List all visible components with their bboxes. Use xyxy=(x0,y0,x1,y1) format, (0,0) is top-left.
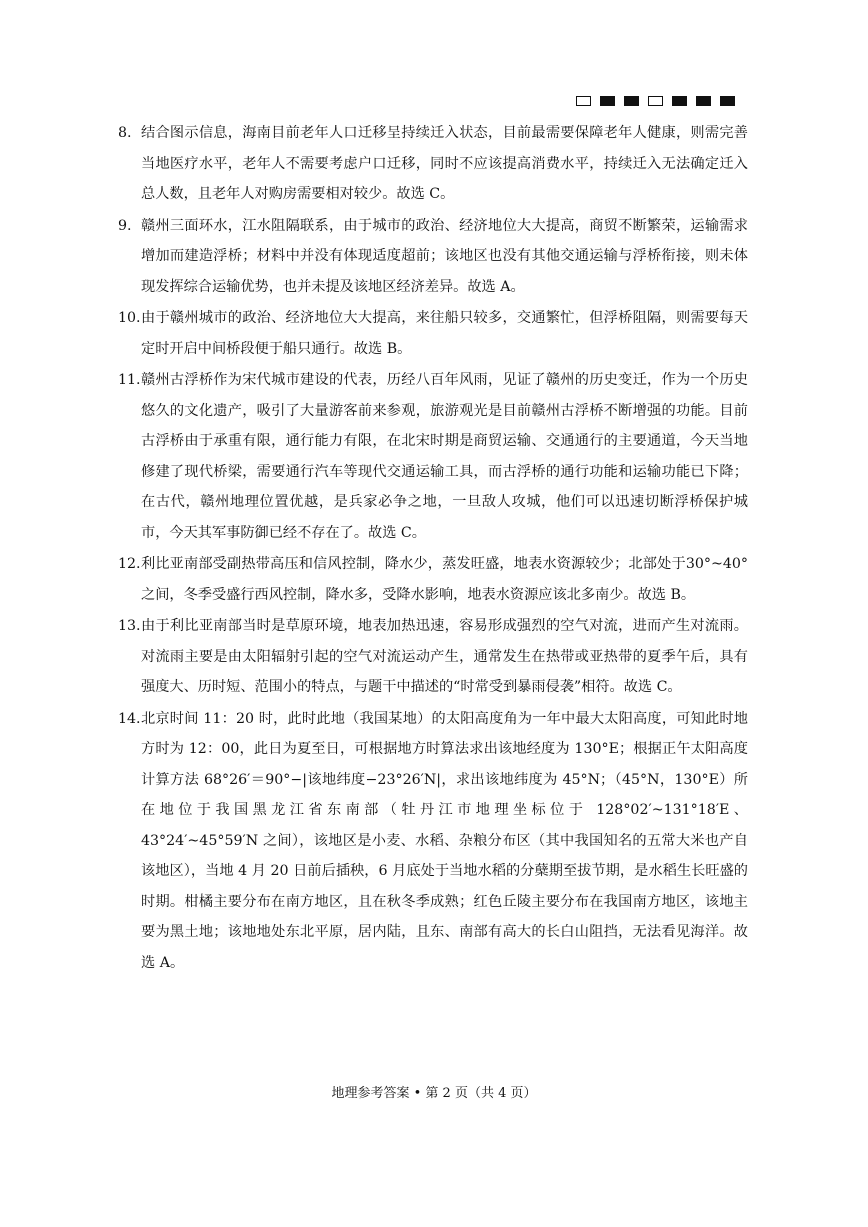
answer-text: 利比亚南部受副热带高压和信风控制，降水少，蒸发旺盛，地表水资源较少；北部处于30°~40°之间，冬季受盛行西风控制，降水多，受降水影响，地表水资源应该北多南少。故选 B。 xyxy=(141,556,748,603)
answer-number: 11. xyxy=(118,372,141,388)
answer-item xyxy=(118,118,748,210)
header-marks xyxy=(576,96,735,106)
answer-list xyxy=(118,118,748,979)
filled-square-mark xyxy=(624,96,639,106)
answer-text: 由于赣州城市的政治、经济地位大大提高，来往船只较多，交通繁忙，但浮桥阻隔，则需要每天定时开启中间桥段便于船只通行。故选 B。 xyxy=(141,310,748,357)
answer-number: 14. xyxy=(118,710,141,727)
answer-number: 9. xyxy=(118,217,132,234)
answer-text: 结合图示信息，海南目前老年人口迁移呈持续迁入状态，目前最需要保障老年人健康，则需完善当地医疗水平，老年人不需要考虑户口迁移，同时不应该提高消费水平，持续迁入无法确定迁入总人数，且老年人对购房需要相对较少。故选 C。 xyxy=(141,125,748,202)
page-footer: 地理参考答案 • 第 2 页（共 4 页） xyxy=(331,1086,537,1101)
answer-number: 13. xyxy=(118,618,141,634)
filled-square-mark xyxy=(600,96,615,106)
answer-number: 10. xyxy=(118,310,141,326)
answer-text: 赣州古浮桥作为宋代城市建设的代表，历经八百年风雨，见证了赣州的历史变迁，作为一个历史悠久的文化遗产，吸引了大量游客前来参观，旅游观光是目前赣州古浮桥不断增强的功能。目前古浮桥由于承重有限，通行能力有限，在北宋时期是商贸运输、交通通行的主要通道，今天当地修建了现代桥梁，需要通行汽车等现代交通运输工具，而古浮桥的通行功能和运输功能已下降；在古代，赣州地理位置优越，是兵家必争之地，一旦敌人攻城，他们可以迅速切断浮桥保护城市，今天其军事防御已经不存在了。故选 C。 xyxy=(141,372,748,541)
answer-item xyxy=(118,611,748,703)
answer-text: 由于利比亚南部当时是草原环境，地表加热迅速，容易形成强烈的空气对流，进而产生对流雨。对流雨主要是由太阳辐射引起的空气对流运动产生，通常发生在热带或亚热带的夏季午后，具有强度大、历时短、范围小的特点，与题干中描述的“时常受到暴雨侵袭”相符。故选 C。 xyxy=(141,618,748,695)
answer-item xyxy=(118,211,748,303)
answer-item xyxy=(118,549,748,610)
answer-text: 北京时间 11：20 时，此时此地（我国某地）的太阳高度角为一年中最大太阳高度，可知此时地方时为 12：00，此日为夏至日，可根据地方时算法求出该地经度为 130°E；根据正午太阳高度计算方法 68°26′＝90°−|该地纬度−23°26′N|，求出该地纬度为 45°N；（45°N，130°E）所在地位于我国黑龙江省东南部（牡丹江市地理坐标位于 128°02′~131°18′E、43°24′~45°59′N 之间），该地区是小麦、水稻、杂粮分布区（其中我国知名的五常大米也产自该地区），当地 4 月 20 日前后插秧，6 月底处于当地水稻的分蘖期至拔节期，是水稻生长旺盛的时期。柑橘主要分布在南方地区，且在秋冬季成熟；红色丘陵主要分布在我国南方地区，该地主要为黑土地；该地地处东北平原，居内陆，且东、南部有高大的长白山阻挡，无法看见海洋。故选 A。 xyxy=(141,710,748,971)
hollow-square-mark xyxy=(576,96,591,106)
hollow-square-mark xyxy=(648,96,663,106)
answer-text: 赣州三面环水，江水阻隔联系，由于城市的政治、经济地位大大提高，商贸不断繁荣，运输需求增加而建造浮桥；材料中并没有体现适度超前；该地区也没有其他交通运输与浮桥衔接，则未体现发挥综合运输优势，也并未提及该地区经济差异。故选 A。 xyxy=(141,217,748,295)
answer-item xyxy=(118,365,748,548)
filled-square-mark xyxy=(720,96,735,106)
filled-square-mark xyxy=(672,96,687,106)
answer-number: 12. xyxy=(118,556,141,572)
answer-item xyxy=(118,303,748,364)
answer-number: 8. xyxy=(118,125,132,141)
filled-square-mark xyxy=(696,96,711,106)
answer-item xyxy=(118,704,748,979)
